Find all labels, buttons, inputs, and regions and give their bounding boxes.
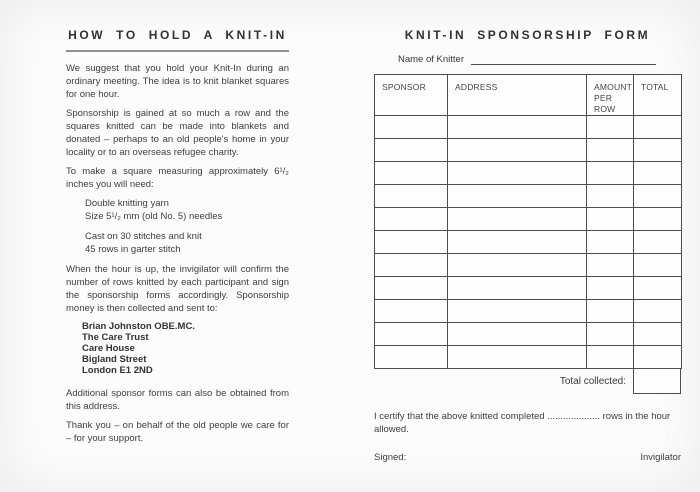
sponsorship-table-cell <box>375 300 448 323</box>
sponsorship-table-cell <box>634 277 682 300</box>
paragraph-intro: We suggest that you hold your Knit-In during an ordinary meeting. The idea is to knit blanket squares for one hour. <box>66 63 289 100</box>
sponsorship-table-cell <box>634 231 682 254</box>
invigilator-label: Invigilator <box>640 452 681 463</box>
sponsorship-table-cell <box>587 116 634 139</box>
sponsorship-table-header-row <box>375 75 682 116</box>
sponsorship-table-cell <box>634 346 682 369</box>
form-title: KNIT-IN SPONSORSHIP FORM <box>404 28 651 42</box>
signature-row <box>374 452 681 463</box>
sponsorship-table-cell <box>448 323 587 346</box>
sponsorship-table-cell <box>634 323 682 346</box>
sponsorship-table-row <box>375 346 682 369</box>
sponsorship-table-row <box>375 231 682 254</box>
paragraph-invigilator: When the hour is up, the invigilator will confirm the number of rows knitted by each participant and sign the sponsorship forms accordingly. Sponsorship money is then collected and sent to: <box>66 264 289 314</box>
name-of-knitter-label: Name of Knitter <box>398 54 464 65</box>
sponsorship-table-cell <box>587 208 634 231</box>
name-of-knitter-blank <box>471 54 656 65</box>
sponsorship-table-cell <box>587 254 634 277</box>
materials-list <box>66 197 289 223</box>
sponsorship-table-cell <box>634 254 682 277</box>
left-page-title: HOW TO HOLD A KNIT-IN <box>68 28 287 42</box>
paragraph-additional-forms: Additional sponsor forms can also be obtained from this address. <box>66 388 289 412</box>
sponsorship-table-cell <box>587 323 634 346</box>
sponsorship-table-cell <box>448 231 587 254</box>
signed-label: Signed: <box>374 452 407 463</box>
sponsorship-table-cell <box>375 231 448 254</box>
paragraph-sponsorship: Sponsorship is gained at so much a row and the squares knitted can be made into blankets and donated – perhaps to an old people's home in your locality or to an overseas refugee charity. <box>66 108 289 158</box>
paragraph-thank-you: Thank you – on behalf of the old people we care for – for your support. <box>66 420 289 444</box>
sponsorship-table-cell <box>634 208 682 231</box>
sponsorship-table-cell <box>375 323 448 346</box>
address-building: Care House <box>82 343 135 354</box>
sponsorship-table-cell <box>448 185 587 208</box>
postal-address <box>66 321 289 376</box>
sponsorship-table-cell <box>448 139 587 162</box>
knitting-instructions <box>66 230 289 256</box>
sponsorship-table-cell <box>587 277 634 300</box>
sponsorship-table-cell <box>634 116 682 139</box>
sponsorship-table-row <box>375 254 682 277</box>
title-underline <box>66 50 289 52</box>
column-header-amount-per-row: AMOUNT PER ROW <box>587 75 634 116</box>
sponsorship-table-cell <box>375 208 448 231</box>
sponsorship-table-cell <box>448 300 587 323</box>
sponsorship-table-cell <box>587 300 634 323</box>
sponsorship-table-row <box>375 116 682 139</box>
sponsorship-table-cell <box>587 139 634 162</box>
sponsorship-table-cell <box>448 162 587 185</box>
sponsorship-table-cell <box>448 346 587 369</box>
sponsorship-table-cell <box>587 231 634 254</box>
paragraph-square-size: To make a square measuring approximately 6¹/₂ inches you will need: <box>66 166 289 190</box>
sponsorship-table-cell <box>448 277 587 300</box>
address-org: The Care Trust <box>82 332 149 343</box>
sponsorship-table-cell <box>448 254 587 277</box>
sponsorship-table-cell <box>634 185 682 208</box>
sponsorship-table-cell <box>375 277 448 300</box>
sponsorship-table-cell <box>587 162 634 185</box>
sponsorship-table-row <box>375 300 682 323</box>
left-page <box>66 24 289 451</box>
total-collected-box <box>633 369 681 394</box>
address-city: London E1 2ND <box>82 365 153 376</box>
sponsorship-table-cell <box>634 162 682 185</box>
address-name: Brian Johnston OBE.MC. <box>82 321 195 332</box>
certification-statement: I certify that the above knitted completed .................... rows in the hour allowed. <box>374 411 671 435</box>
sponsorship-table-row <box>375 185 682 208</box>
sponsorship-table-cell <box>448 208 587 231</box>
sponsorship-table-cell <box>375 346 448 369</box>
instructions-line-1: Cast on 30 stitches and knit <box>85 231 202 242</box>
sponsorship-table-row <box>375 323 682 346</box>
sponsorship-table-cell <box>587 346 634 369</box>
sponsorship-table-row <box>375 277 682 300</box>
sponsorship-table-cell <box>375 139 448 162</box>
sponsorship-table-cell <box>375 162 448 185</box>
sponsorship-table-row <box>375 139 682 162</box>
column-header-sponsor: SPONSOR <box>375 75 448 116</box>
sponsorship-table-cell <box>634 300 682 323</box>
sponsorship-table-body <box>375 116 682 369</box>
address-street: Bigland Street <box>82 354 147 365</box>
name-of-knitter-row <box>398 54 656 65</box>
sponsorship-table <box>374 74 682 369</box>
sponsorship-table-row <box>375 208 682 231</box>
sponsorship-table-cell <box>634 139 682 162</box>
total-collected-label: Total collected: <box>559 376 626 387</box>
materials-line-2: Size 5¹/₂ mm (old No. 5) needles <box>85 211 223 222</box>
sponsorship-table-row <box>375 162 682 185</box>
instructions-line-2: 45 rows in garter stitch <box>85 244 181 255</box>
sponsorship-table-cell <box>448 116 587 139</box>
sponsorship-table-cell <box>587 185 634 208</box>
column-header-address: ADDRESS <box>448 75 587 116</box>
sponsorship-table-cell <box>375 116 448 139</box>
column-header-total: TOTAL <box>634 75 682 116</box>
materials-line-1: Double knitting yarn <box>85 198 169 209</box>
sponsorship-table-cell <box>375 185 448 208</box>
right-page <box>374 24 681 463</box>
total-collected-row <box>374 369 681 394</box>
sponsorship-table-cell <box>375 254 448 277</box>
